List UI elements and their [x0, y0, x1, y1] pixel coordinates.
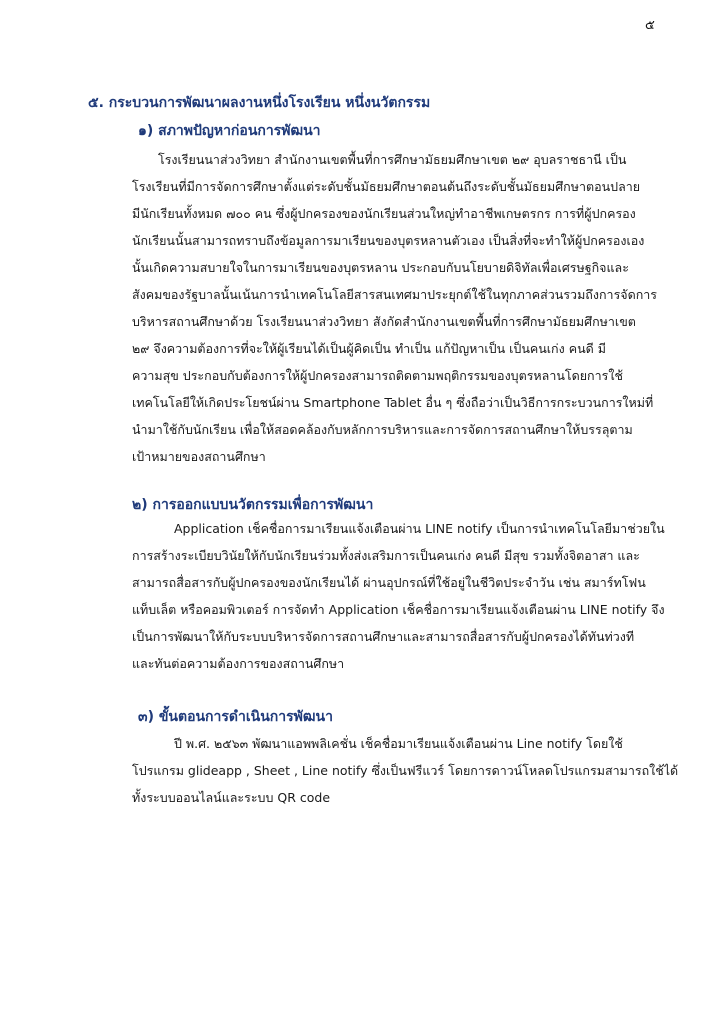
body-line: มีนักเรียนทั้งหมด ๗๐๐ คน ซึ่งผู้ปกครองของนักเรียนส่วนใหญ่ทำอาชีพเกษตรกร การที่ผู้ปกครอง — [132, 206, 636, 221]
body-line: บริหารสถานศึกษาด้วย โรงเรียนนาส่วงวิทยา สังกัดสำนักงานเขตพื้นที่การศึกษามัธยมศึกษาเขต — [132, 314, 636, 329]
body-line: ๒๙ จึงความต้องการที่จะให้ผู้เรียนได้เป็นผู้คิดเป็น ทำเป็น แก้ปัญหาเป็น เป็นคนเก่ง คนดี มี — [132, 341, 606, 356]
body-line: ทั้งระบบออนไลน์และระบบ QR code — [132, 790, 331, 805]
section-heading: ๕. กระบวนการพัฒนาผลงานหนึ่งโรงเรียน หนึ่งนวัตกรรม — [88, 95, 431, 111]
body-line: เทคโนโลยีให้เกิดประโยชน์ผ่าน Smartphone Tablet อื่น ๆ ซึ่งถือว่าเป็นวิธีการกระบวนการใหม่ที่ — [132, 395, 654, 410]
body-line: สามารถสื่อสารกับผู้ปกครองของนักเรียนได้ ผ่านอุปกรณ์ที่ใช้อยู่ในชีวิตประจำวัน เช่น สมาร์ทโฟน — [132, 575, 646, 590]
body-line: ปี พ.ศ. ๒๕๖๓ พัฒนาแอพพลิเคชั่น เช็คชื่อมาเรียนแจ้งเตือนผ่าน Line notify โดยใช้ — [174, 736, 623, 751]
body-line: เป้าหมายของสถานศึกษา — [132, 449, 266, 464]
body-line: Application เช็คชื่อการมาเรียนแจ้งเตือนผ่าน LINE notify เป็นการนำเทคโนโลยีมาช่วยใน — [174, 521, 665, 536]
body-line: โรงเรียนที่มีการจัดการศึกษาตั้งแต่ระดับชั้นมัธยมศึกษาตอนต้นถึงระดับชั้นมัธยมศึกษาตอนปลาย — [132, 179, 641, 194]
body-line: และทันต่อความต้องการของสถานศึกษา — [132, 656, 345, 671]
body-line: นำมาใช้กับนักเรียน เพื่อให้สอดคล้องกับหลักการบริหารและการจัดการสถานศึกษาให้บรรลุตาม — [132, 422, 633, 437]
subsection-2-heading: ๒) การออกแบบนวัตกรรมเพื่อการพัฒนา — [132, 497, 374, 513]
subsection-1-heading: ๑) สภาพปัญหาก่อนการพัฒนา — [138, 123, 321, 139]
body-line: ความสุข ประกอบกับต้องการให้ผู้ปกครองสามารถติดตามพฤติกรรมของบุตรหลานโดยการใช้ — [132, 368, 623, 383]
body-line: โปรแกรม glideapp , Sheet , Line notify ซึ่งเป็นฟรีแวร์ โดยการดาวน์โหลดโปรแกรมสามารถใช้ได้ — [132, 763, 679, 778]
body-line: แท็บเล็ต หรือคอมพิวเตอร์ การจัดทำ Application เช็คชื่อการมาเรียนแจ้งเตือนผ่าน LINE notify จึง — [132, 602, 665, 617]
body-line: เป็นการพัฒนาให้กับระบบบริหารจัดการสถานศึกษาและสามารถสื่อสารกับผู้ปกครองได้ทันท่วงที — [132, 629, 635, 644]
body-line: สังคมของรัฐบาลนั้นเน้นการนำเทคโนโลยีสารสนเทศมาประยุกต์ใช้ในทุกภาคส่วนรวมถึงการจัดการ — [132, 287, 658, 302]
body-line: การสร้างระเบียบวินัยให้กับนักเรียนร่วมทั้งส่งเสริมการเป็นคนเก่ง คนดี มีสุข รวมทั้งจิตอาสา และ — [132, 548, 640, 563]
body-line: นักเรียนนั้นสามารถทราบถึงข้อมูลการมาเรียนของบุตรหลานตัวเอง เป็นสิ่งที่จะทำให้ผู้ปกครองเอง — [132, 233, 645, 248]
body-line: โรงเรียนนาส่วงวิทยา สำนักงานเขตพื้นที่การศึกษามัธยมศึกษาเขต ๒๙ อุบลราชธานี เป็น — [158, 152, 627, 167]
subsection-3-heading: ๓) ขั้นตอนการดำเนินการพัฒนา — [138, 709, 333, 725]
page-number: ๕ — [645, 18, 655, 33]
body-line: นั้นเกิดความสบายใจในการมาเรียนของบุตรหลาน ประกอบกับนโยบายดิจิทัลเพื่อเศรษฐกิจและ — [132, 260, 629, 275]
